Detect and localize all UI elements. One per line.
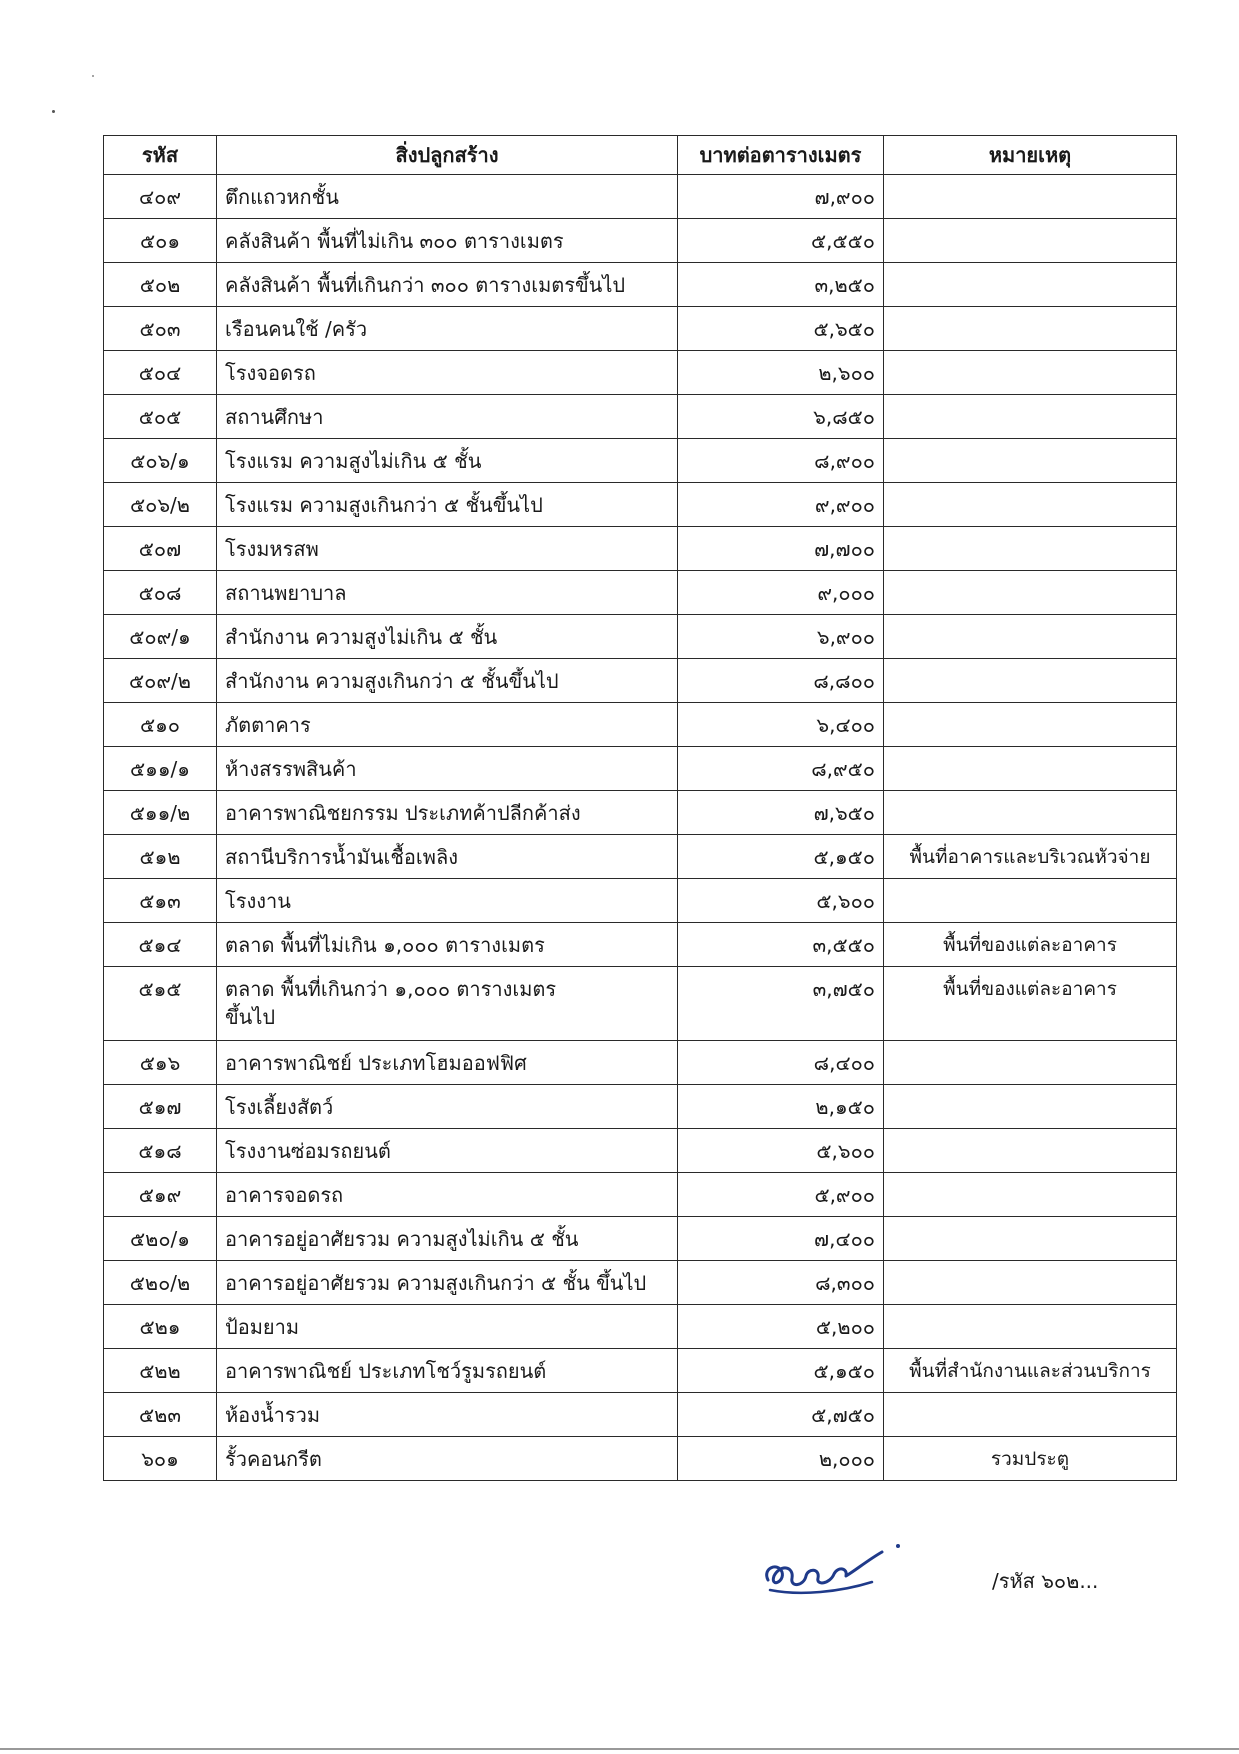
row-building-type: รั้วคอนกรีต	[217, 1437, 678, 1481]
row-rate: ๘,๙๐๐	[678, 439, 884, 483]
row-code: ๕๐๕	[104, 395, 217, 439]
header-code: รหัส	[104, 136, 217, 175]
table-row	[104, 615, 1177, 659]
row-note	[884, 615, 1177, 659]
row-code: ๕๑๐	[104, 703, 217, 747]
row-rate: ๗,๔๐๐	[678, 1217, 884, 1261]
row-code: ๕๑๘	[104, 1129, 217, 1173]
table-row	[104, 483, 1177, 527]
row-code: ๕๑๓	[104, 879, 217, 923]
row-note	[884, 1129, 1177, 1173]
row-code: ๕๐๒	[104, 263, 217, 307]
table-row	[104, 1217, 1177, 1261]
header-building-type: สิ่งปลูกสร้าง	[217, 136, 678, 175]
row-code: ๔๐๙	[104, 175, 217, 219]
row-building-type: ภัตตาคาร	[217, 703, 678, 747]
row-building-type: ตลาด พื้นที่ไม่เกิน ๑,๐๐๐ ตารางเมตร	[217, 923, 678, 967]
table-row	[104, 879, 1177, 923]
table-row	[104, 791, 1177, 835]
row-rate: ๖,๘๕๐	[678, 395, 884, 439]
table-row	[104, 1393, 1177, 1437]
row-building-type: ป้อมยาม	[217, 1305, 678, 1349]
table-row	[104, 439, 1177, 483]
row-building-type: สถานพยาบาล	[217, 571, 678, 615]
table-row	[104, 571, 1177, 615]
header-rate: บาทต่อตารางเมตร	[678, 136, 884, 175]
row-building-type: โรงงานซ่อมรถยนต์	[217, 1129, 678, 1173]
row-code: ๖๐๑	[104, 1437, 217, 1481]
row-code: ๕๑๑/๑	[104, 747, 217, 791]
row-building-type: อาคารพาณิชยกรรม ประเภทค้าปลีกค้าส่ง	[217, 791, 678, 835]
row-building-type: คลังสินค้า พื้นที่ไม่เกิน ๓๐๐ ตารางเมตร	[217, 219, 678, 263]
row-code: ๕๑๑/๒	[104, 791, 217, 835]
row-code: ๕๑๔	[104, 923, 217, 967]
row-rate: ๗,๖๕๐	[678, 791, 884, 835]
row-note	[884, 1041, 1177, 1085]
row-code: ๕๐๖/๒	[104, 483, 217, 527]
row-note	[884, 439, 1177, 483]
table-row	[104, 659, 1177, 703]
row-note	[884, 307, 1177, 351]
row-rate: ๘,๙๕๐	[678, 747, 884, 791]
row-rate: ๓,๗๕๐	[678, 967, 884, 1041]
row-note	[884, 175, 1177, 219]
row-note: พื้นที่ของแต่ละอาคาร	[884, 967, 1177, 1041]
row-code: ๕๐๑	[104, 219, 217, 263]
row-code: ๕๑๖	[104, 1041, 217, 1085]
row-rate: ๗,๗๐๐	[678, 527, 884, 571]
row-rate: ๘,๔๐๐	[678, 1041, 884, 1085]
row-building-type: ห้างสรรพสินค้า	[217, 747, 678, 791]
row-building-type: สถานีบริการน้ำมันเชื้อเพลิง	[217, 835, 678, 879]
row-rate: ๒,๑๕๐	[678, 1085, 884, 1129]
row-code: ๕๐๘	[104, 571, 217, 615]
row-rate: ๓,๕๕๐	[678, 923, 884, 967]
row-rate: ๙,๙๐๐	[678, 483, 884, 527]
table-row	[104, 1437, 1177, 1481]
table-row	[104, 747, 1177, 791]
row-note	[884, 1217, 1177, 1261]
row-rate: ๘,๓๐๐	[678, 1261, 884, 1305]
row-rate: ๙,๐๐๐	[678, 571, 884, 615]
table-row	[104, 351, 1177, 395]
row-note	[884, 1261, 1177, 1305]
row-code: ๕๑๒	[104, 835, 217, 879]
row-rate: ๕,๙๐๐	[678, 1173, 884, 1217]
row-rate: ๕,๒๐๐	[678, 1305, 884, 1349]
building-rate-table	[103, 135, 1177, 1481]
header-note: หมายเหตุ	[884, 136, 1177, 175]
row-building-type: สำนักงาน ความสูงเกินกว่า ๕ ชั้นขึ้นไป	[217, 659, 678, 703]
row-code: ๕๐๙/๒	[104, 659, 217, 703]
row-code: ๕๐๖/๑	[104, 439, 217, 483]
table-row	[104, 307, 1177, 351]
row-rate: ๒,๐๐๐	[678, 1437, 884, 1481]
row-building-type	[217, 967, 678, 1041]
table-row	[104, 835, 1177, 879]
table-row	[104, 1261, 1177, 1305]
row-note	[884, 1085, 1177, 1129]
row-rate: ๕,๗๕๐	[678, 1393, 884, 1437]
table-row	[104, 263, 1177, 307]
row-note: พื้นที่ของแต่ละอาคาร	[884, 923, 1177, 967]
row-building-type: อาคารพาณิชย์ ประเภทโฮมออฟฟิศ	[217, 1041, 678, 1085]
row-rate: ๖,๙๐๐	[678, 615, 884, 659]
row-code: ๕๒๑	[104, 1305, 217, 1349]
table-row	[104, 1173, 1177, 1217]
row-note	[884, 527, 1177, 571]
row-building-type: คลังสินค้า พื้นที่เกินกว่า ๓๐๐ ตารางเมตรขึ้นไป	[217, 263, 678, 307]
row-rate: ๘,๘๐๐	[678, 659, 884, 703]
row-building-type: โรงแรม ความสูงเกินกว่า ๕ ชั้นขึ้นไป	[217, 483, 678, 527]
row-note: รวมประตู	[884, 1437, 1177, 1481]
row-note	[884, 351, 1177, 395]
row-building-type-line1: ตลาด พื้นที่เกินกว่า ๑,๐๐๐ ตารางเมตร	[225, 977, 557, 1001]
row-building-type: โรงงาน	[217, 879, 678, 923]
table-row	[104, 1085, 1177, 1129]
table-row	[104, 1305, 1177, 1349]
row-note	[884, 263, 1177, 307]
table-row	[104, 395, 1177, 439]
scan-edge-line	[0, 1748, 1239, 1750]
row-rate: ๖,๔๐๐	[678, 703, 884, 747]
table-row	[104, 1129, 1177, 1173]
row-building-type: อาคารพาณิชย์ ประเภทโชว์รูมรถยนต์	[217, 1349, 678, 1393]
table-row	[104, 1349, 1177, 1393]
table-row	[104, 527, 1177, 571]
row-code: ๕๐๗	[104, 527, 217, 571]
row-building-type: สำนักงาน ความสูงไม่เกิน ๕ ชั้น	[217, 615, 678, 659]
row-note	[884, 879, 1177, 923]
row-note: พื้นที่อาคารและบริเวณหัวจ่าย	[884, 835, 1177, 879]
row-note	[884, 703, 1177, 747]
row-code: ๕๑๙	[104, 1173, 217, 1217]
row-building-type-line2: ขึ้นไป	[225, 1005, 276, 1029]
row-building-type: เรือนคนใช้ /ครัว	[217, 307, 678, 351]
row-code: ๕๑๕	[104, 967, 217, 1041]
row-rate: ๕,๕๕๐	[678, 219, 884, 263]
row-building-type: อาคารอยู่อาศัยรวม ความสูงไม่เกิน ๕ ชั้น	[217, 1217, 678, 1261]
row-building-type: โรงมหรสพ	[217, 527, 678, 571]
row-note	[884, 1173, 1177, 1217]
row-note	[884, 747, 1177, 791]
table-row	[104, 967, 1177, 1041]
row-code: ๕๒๒	[104, 1349, 217, 1393]
row-building-type: อาคารจอดรถ	[217, 1173, 678, 1217]
row-rate: ๒,๖๐๐	[678, 351, 884, 395]
table-row	[104, 1041, 1177, 1085]
row-building-type: อาคารอยู่อาศัยรวม ความสูงเกินกว่า ๕ ชั้น ขึ้นไป	[217, 1261, 678, 1305]
row-rate: ๕,๖๕๐	[678, 307, 884, 351]
row-building-type: โรงเลี้ยงสัตว์	[217, 1085, 678, 1129]
row-rate: ๕,๖๐๐	[678, 879, 884, 923]
row-note	[884, 483, 1177, 527]
row-building-type: สถานศึกษา	[217, 395, 678, 439]
table-row	[104, 175, 1177, 219]
row-code: ๕๑๗	[104, 1085, 217, 1129]
row-building-type: โรงจอดรถ	[217, 351, 678, 395]
scan-speck	[92, 75, 94, 77]
row-building-type: ตึกแถวหกชั้น	[217, 175, 678, 219]
row-rate: ๓,๒๕๐	[678, 263, 884, 307]
handwritten-signature	[760, 1532, 910, 1602]
table-row	[104, 703, 1177, 747]
continuation-note: /รหัส ๖๐๒...	[992, 1569, 1099, 1593]
row-note	[884, 395, 1177, 439]
row-rate: ๕,๖๐๐	[678, 1129, 884, 1173]
row-note	[884, 219, 1177, 263]
row-note: พื้นที่สำนักงานและส่วนบริการ	[884, 1349, 1177, 1393]
row-rate: ๗,๙๐๐	[678, 175, 884, 219]
row-code: ๕๒๓	[104, 1393, 217, 1437]
row-code: ๕๐๙/๑	[104, 615, 217, 659]
row-note	[884, 571, 1177, 615]
scan-speck	[52, 110, 55, 113]
row-rate: ๕,๑๕๐	[678, 1349, 884, 1393]
row-note	[884, 791, 1177, 835]
row-code: ๕๒๐/๒	[104, 1261, 217, 1305]
row-building-type: โรงแรม ความสูงไม่เกิน ๕ ชั้น	[217, 439, 678, 483]
row-note	[884, 1393, 1177, 1437]
table-row	[104, 219, 1177, 263]
row-code: ๕๒๐/๑	[104, 1217, 217, 1261]
row-note	[884, 659, 1177, 703]
row-note	[884, 1305, 1177, 1349]
row-building-type: ห้องน้ำรวม	[217, 1393, 678, 1437]
table-row	[104, 923, 1177, 967]
table-header-row	[104, 136, 1177, 175]
row-code: ๕๐๔	[104, 351, 217, 395]
row-code: ๕๐๓	[104, 307, 217, 351]
row-rate: ๕,๑๕๐	[678, 835, 884, 879]
